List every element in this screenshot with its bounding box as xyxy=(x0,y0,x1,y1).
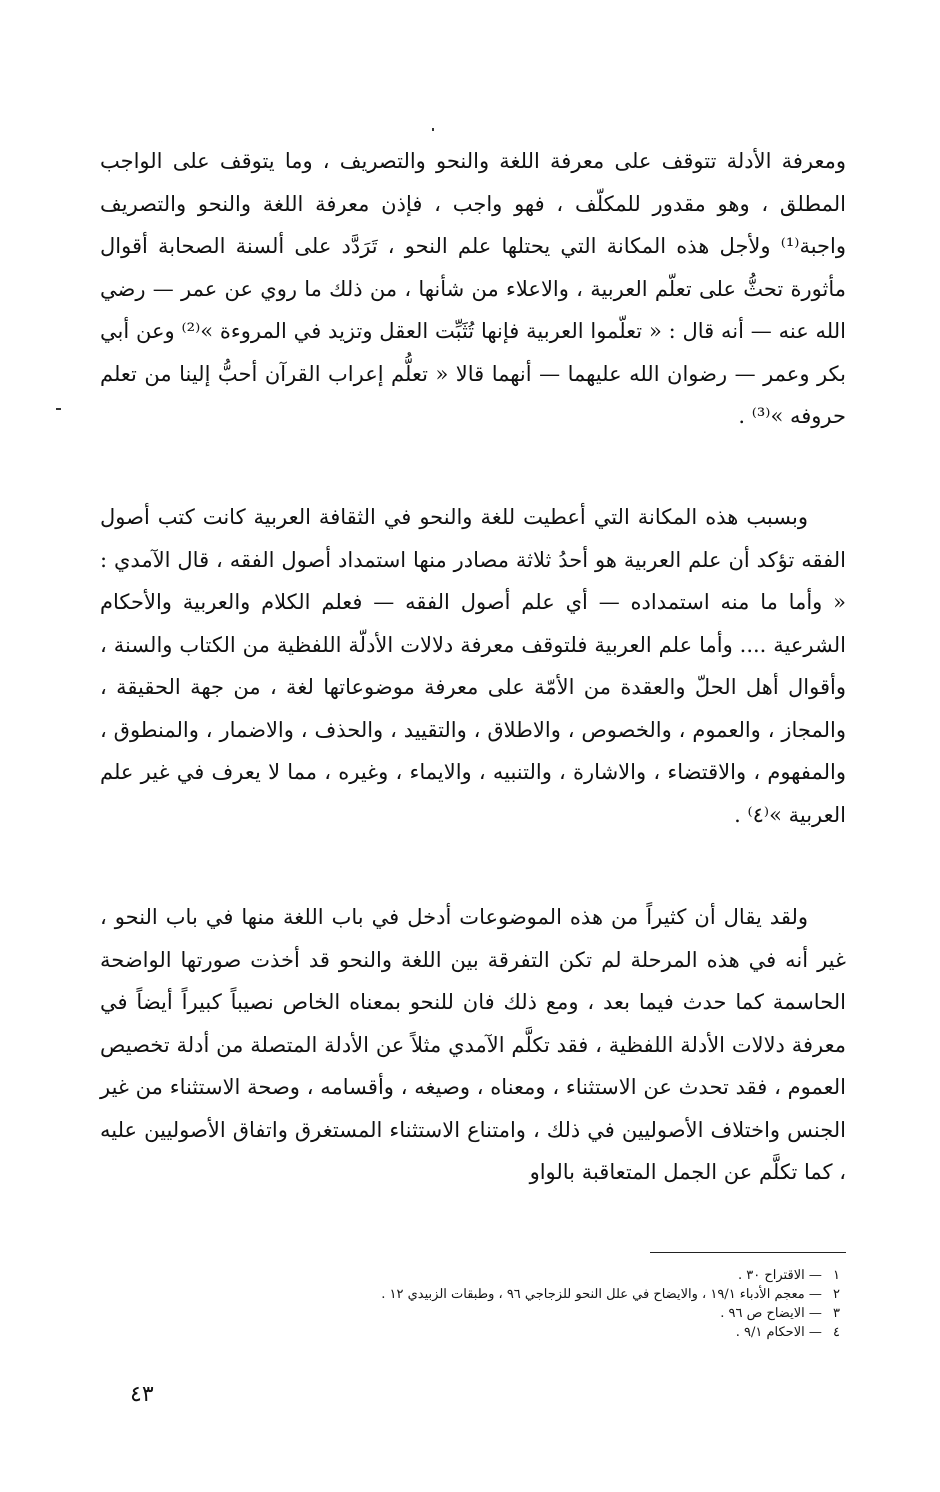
scan-speck xyxy=(432,128,434,131)
footnote-text: — الايضاح ص ٩٦ . xyxy=(720,1306,822,1321)
footnotes xyxy=(100,1266,840,1342)
paragraph-text: وبسبب هذه المكانة التي أعطيت للغة والنحو في الثقافة العربية كانت كتب أصول الفقه تؤكد أن علم العربية هو أحدُ ثلاثة مصادر منها استمداد أصول الفقه ، قال الآمدي : « وأما ما منه استمداده — أي علم أصول الفقه — فعلم الكلام والعربية والأحكام الشرعية .... وأما علم العربية فلتوقف معرفة دلالات الأدلّة اللفظية من الكتاب والسنة ، وأقوال أهل الحلّ والعقدة من الأمّة على معرفة موضوعاتها لغة ، من جهة الحقيقة ، والمجاز ، والعموم ، والخصوص ، والاطلاق ، والتقييد ، والحذف ، والاضمار ، والمنطوق ، والمفهوم ، والاقتضاء ، والاشارة ، والتنبيه ، والايماء ، وغيره ، مما لا يعرف في غير علم العربية »⁽٤⁾ . xyxy=(100,505,846,827)
footnote-number: ٣ xyxy=(833,1306,840,1321)
scan-speck xyxy=(56,408,61,410)
page-number: ٤٣ xyxy=(130,1382,154,1407)
footnote-number: ٢ xyxy=(833,1287,840,1302)
footnote-text: — الاقتراح ٣٠ . xyxy=(738,1268,822,1283)
footnote-item xyxy=(100,1323,840,1342)
body-paragraph-3 xyxy=(100,896,846,1194)
paragraph-text: ومعرفة الأدلة تتوقف على معرفة اللغة والنحو والتصريف ، وما يتوقف على الواجب المطلق ، وهو مقدور للمكلّف ، فهو واجب ، فإذن معرفة اللغة والنحو والتصريف واجبة⁽¹⁾ ولأجل هذه المكانة التي يحتلها علم النحو ، تَرَدَّد على ألسنة الصحابة أقوال مأثورة تحثُّ على تعلّم العربية ، والاعلاء من شأنها ، من ذلك ما روي عن عمر — رضي الله عنه — أنه قال : « تعلّموا العربية فإنها تُثَبِّت العقل وتزيد في المروءة »⁽²⁾ وعن أبي بكر وعمر — رضوان الله عليهما — أنهما قالا « تعلُّم إعراب القرآن أحبُّ إلينا من تعلم حروفه »⁽³⁾ . xyxy=(100,149,846,428)
body-paragraph-2 xyxy=(100,496,846,836)
footnote-number: ٤ xyxy=(833,1325,840,1340)
footnote-item xyxy=(100,1304,840,1323)
footnote-text: — الاحكام ٩/١ . xyxy=(735,1325,822,1340)
footnote-divider xyxy=(650,1252,846,1253)
footnote-number: ١ xyxy=(833,1268,840,1283)
footnote-item xyxy=(100,1285,840,1304)
footnote-item xyxy=(100,1266,840,1285)
footnote-text: — معجم الأدباء ١٩/١ ، والايضاح في علل النحو للزجاجي ٩٦ ، وطبقات الزبيدي ١٢ . xyxy=(381,1287,822,1302)
paragraph-text: ولقد يقال أن كثيراً من هذه الموضوعات أدخل في باب اللغة منها في باب النحو ، غير أنه في هذه المرحلة لم تكن التفرقة بين اللغة والنحو قد أخذت صورتها الواضحة الحاسمة كما حدث فيما بعد ، ومع ذلك فان للنحو بمعناه الخاص نصيباً كبيراً أيضاً في معرفة دلالات الأدلة اللفظية ، فقد تكلَّم الآمدي مثلاً عن الأدلة المتصلة من أدلة تخصيص العموم ، فقد تحدث عن الاستثناء ، ومعناه ، وصيغه ، وأقسامه ، وصحة الاستثناء من غير الجنس واختلاف الأصوليين في ذلك ، وامتناع الاستثناء المستغرق واتفاق الأصوليين عليه ، كما تكلَّم عن الجمل المتعاقبة بالواو xyxy=(100,905,846,1184)
body-paragraph-1 xyxy=(100,140,846,438)
